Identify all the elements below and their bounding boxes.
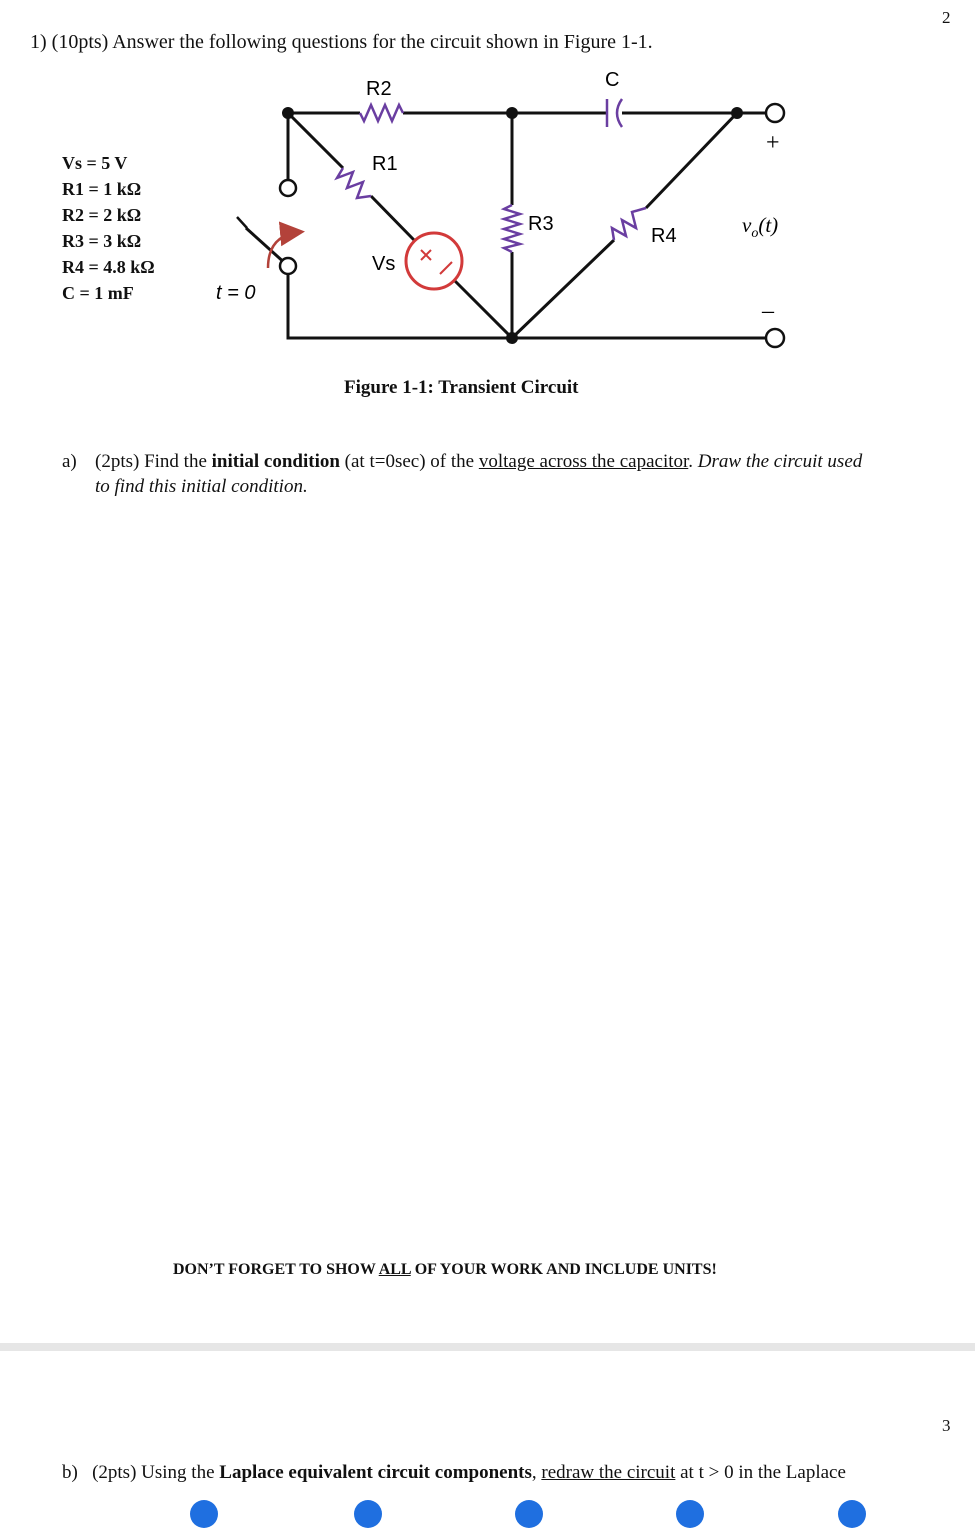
- resistor-r2: [360, 105, 403, 121]
- reminder-text-1: DON’T FORGET TO SHOW: [173, 1261, 379, 1278]
- part-b-bold: Laplace equivalent circuit components: [219, 1462, 532, 1483]
- label-vs: Vs: [372, 253, 396, 275]
- part-a: [62, 449, 957, 499]
- part-a-bold: initial condition: [211, 451, 340, 472]
- part-a-italic-2: to find this initial condition.: [95, 476, 308, 497]
- part-b-text-3: at t > 0 in the Laplace: [675, 1462, 846, 1483]
- param-c: C = 1 mF: [62, 283, 134, 303]
- page-divider: [0, 1343, 975, 1351]
- param-r1: R1 = 1 kΩ: [62, 179, 142, 199]
- switch-terminal-upper: [280, 180, 296, 196]
- param-r4: R4 = 4.8 kΩ: [62, 257, 155, 277]
- capacitor-c: [607, 99, 622, 127]
- switch-blade: [246, 228, 287, 265]
- node-bottom-mid: [506, 332, 518, 344]
- part-a-text-3: .: [688, 451, 698, 472]
- switch-arrow-up: [237, 217, 247, 228]
- label-minus: –: [762, 298, 774, 324]
- nav-handle-icon-3[interactable]: [515, 1500, 543, 1528]
- label-vout-v: v: [742, 213, 752, 237]
- label-r3: R3: [528, 213, 554, 235]
- param-r2: R2 = 2 kΩ: [62, 205, 142, 225]
- resistor-r1: [337, 168, 371, 198]
- question-title: 1) (10pts) Answer the following questions for the circuit shown in Figure 1-1.: [30, 31, 653, 53]
- label-r4: R4: [651, 225, 677, 247]
- part-a-underline: voltage across the capacitor: [478, 451, 689, 472]
- label-vout: [742, 213, 778, 241]
- nav-handle-icon-5[interactable]: [838, 1500, 866, 1528]
- part-b: [62, 1460, 846, 1485]
- label-r1: R1: [372, 153, 398, 175]
- page-number-2: 3: [942, 1416, 951, 1435]
- resistor-r4: [612, 208, 646, 240]
- reminder-text-2: OF YOUR WORK AND INCLUDE UNITS!: [410, 1261, 717, 1278]
- part-b-text-2: ,: [531, 1462, 542, 1483]
- switch-terminal-lower: [280, 258, 296, 274]
- nav-handle-icon-2[interactable]: [354, 1500, 382, 1528]
- circuit-diagram: [0, 0, 975, 420]
- output-terminal-plus: [766, 104, 784, 122]
- label-plus: +: [766, 130, 780, 156]
- label-vout-arg: (t): [758, 213, 779, 237]
- label-switch-time: t = 0: [216, 282, 256, 304]
- part-b-label: b): [62, 1462, 78, 1483]
- wire-r4-top: [646, 113, 737, 208]
- wire-bottom: [288, 275, 765, 338]
- label-vout-sub: o: [751, 226, 759, 241]
- output-terminal-minus: [766, 329, 784, 347]
- part-a-text-2: (at t=0sec) of the: [339, 451, 479, 472]
- voltage-source-vs: [406, 233, 462, 289]
- part-a-italic-1: Draw the circuit used: [697, 451, 863, 472]
- wire-r1-diag: [288, 113, 343, 168]
- part-a-label: a): [62, 451, 77, 472]
- node-top-mid: [506, 107, 518, 119]
- param-vs: Vs = 5 V: [62, 153, 128, 173]
- figure-caption: Figure 1-1: Transient Circuit: [344, 377, 579, 398]
- part-a-text-1: (2pts) Find the: [95, 451, 212, 472]
- label-r2: R2: [366, 78, 392, 100]
- work-reminder: [173, 1261, 717, 1279]
- param-r3: R3 = 3 kΩ: [62, 231, 142, 251]
- label-c: C: [605, 69, 620, 91]
- reminder-underline: ALL: [378, 1261, 411, 1278]
- nav-handle-icon-4[interactable]: [676, 1500, 704, 1528]
- resistor-r3: [504, 205, 520, 252]
- part-b-underline: redraw the circuit: [541, 1462, 676, 1483]
- part-b-text-1: (2pts) Using the: [92, 1462, 220, 1483]
- page-number: 2: [942, 8, 951, 27]
- node-top-right: [731, 107, 743, 119]
- wire-r4-bottom: [512, 240, 614, 338]
- wire-vs-bottom: [455, 281, 512, 338]
- wire-r1-vs: [371, 196, 414, 240]
- node-top-left: [282, 107, 294, 119]
- nav-handle-icon-1[interactable]: [190, 1500, 218, 1528]
